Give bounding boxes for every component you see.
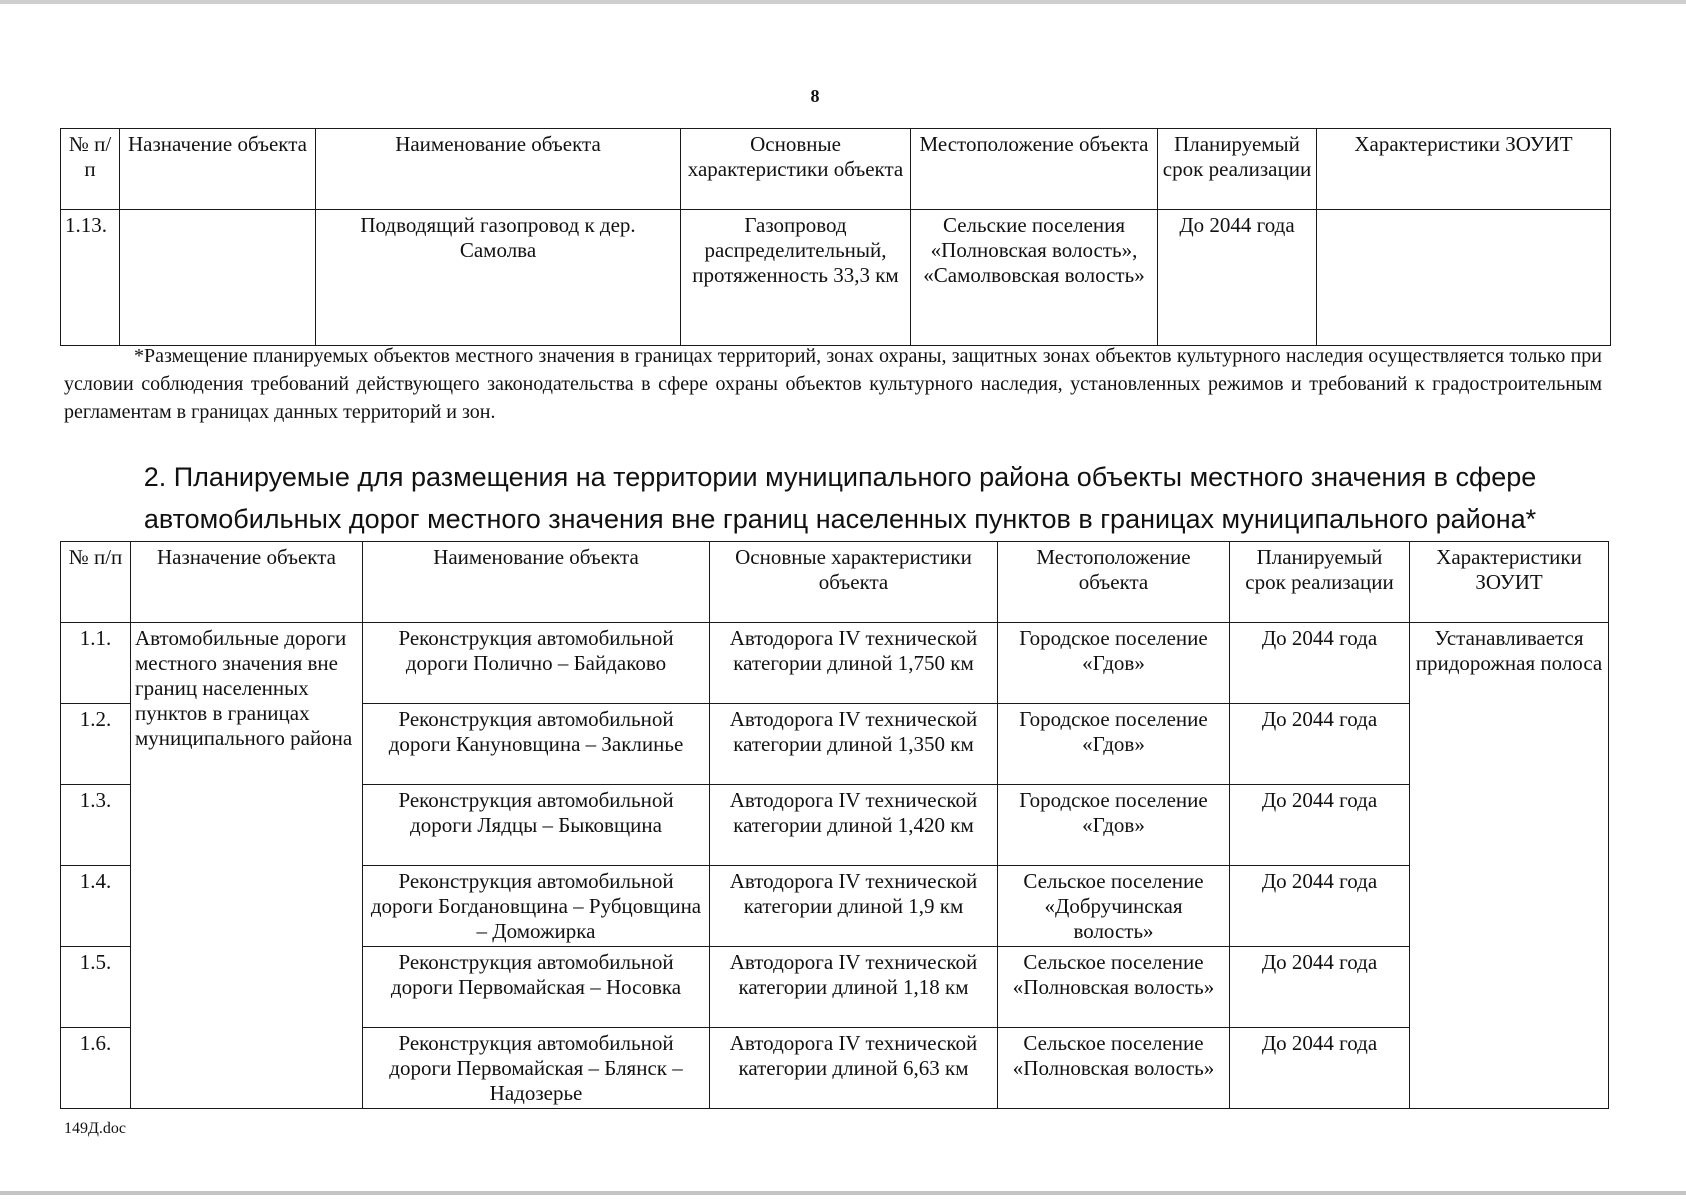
header-cell-number: № п/п <box>61 542 131 623</box>
section-title <box>60 456 1620 540</box>
cell-term: До 2044 года <box>1230 1028 1410 1109</box>
scan-top-edge <box>0 0 1686 4</box>
cell-name: Подводящий газопровод к дер. Самолва <box>316 210 681 346</box>
header-cell-characteristics: Основные характеристики объекта <box>710 542 998 623</box>
cell-zouit <box>1317 210 1611 346</box>
header-cell-name: Наименование объекта <box>363 542 710 623</box>
cell-term: До 2044 года <box>1230 704 1410 785</box>
cell-number: 1.2. <box>61 704 131 785</box>
scan-bottom-edge <box>0 1191 1686 1195</box>
cell-term: До 2044 года <box>1230 947 1410 1028</box>
table-header-row <box>61 129 1611 210</box>
cell-characteristics: Автодорога IV технической категории длиной 1,750 км <box>710 623 998 704</box>
cell-term: До 2044 года <box>1158 210 1317 346</box>
cell-purpose-merged: Автомобильные дороги местного значения вне границ населенных пунктов в границах муниципального района <box>131 623 363 1109</box>
section-title-line-2: автомобильных дорог местного значения вне границ населенных пунктов в границах муниципального района* <box>143 504 1537 534</box>
cell-number: 1.5. <box>61 947 131 1028</box>
cell-purpose <box>120 210 316 346</box>
cell-location: Сельские поселения «Полновская волость», «Самолвовская волость» <box>911 210 1158 346</box>
header-cell-characteristics: Основные характеристики объекта <box>681 129 911 210</box>
table-row <box>61 210 1611 346</box>
header-cell-purpose: Назначение объекта <box>131 542 363 623</box>
header-cell-zouit: Характеристики ЗОУИТ <box>1410 542 1609 623</box>
document-filename: 149Д.doc <box>64 1120 127 1137</box>
header-cell-name: Наименование объекта <box>316 129 681 210</box>
cell-name: Реконструкция автомобильной дороги Полично – Байдаково <box>363 623 710 704</box>
cell-term: До 2044 года <box>1230 623 1410 704</box>
roads-table <box>60 541 1609 1109</box>
cell-characteristics: Автодорога IV технической категории длиной 1,350 км <box>710 704 998 785</box>
cell-characteristics: Автодорога IV технической категории длиной 1,420 км <box>710 785 998 866</box>
header-cell-term: Планируемый срок реализации <box>1230 542 1410 623</box>
cell-location: Сельское поселение «Добручинская волость» <box>998 866 1230 947</box>
cell-number: 1.1. <box>61 623 131 704</box>
header-cell-location: Местоположение объекта <box>911 129 1158 210</box>
cell-number: 1.13. <box>61 210 120 346</box>
cell-characteristics: Газопровод распределительный, протяженность 33,3 км <box>681 210 911 346</box>
cell-characteristics: Автодорога IV технической категории длиной 6,63 км <box>710 1028 998 1109</box>
table-row <box>61 623 1609 704</box>
cell-characteristics: Автодорога IV технической категории длиной 1,18 км <box>710 947 998 1028</box>
header-cell-location: Местоположение объекта <box>998 542 1230 623</box>
cell-name: Реконструкция автомобильной дороги Первомайская – Носовка <box>363 947 710 1028</box>
header-cell-purpose: Назначение объекта <box>120 129 316 210</box>
cell-name: Реконструкция автомобильной дороги Лядцы – Быковщина <box>363 785 710 866</box>
cell-term: До 2044 года <box>1230 866 1410 947</box>
cell-number: 1.6. <box>61 1028 131 1109</box>
header-cell-term: Планируемый срок реализации <box>1158 129 1317 210</box>
header-cell-number: № п/п <box>61 129 120 210</box>
cell-name: Реконструкция автомобильной дороги Богдановщина – Рубцовщина – Доможирка <box>363 866 710 947</box>
cell-location: Городское поселение «Гдов» <box>998 785 1230 866</box>
heritage-footnote: *Размещение планируемых объектов местного значения в границах территорий, зонах охраны, защитных зонах объектов культурного наследия осуществляется только при условии соблюдения требований действующего законодательства в сфере охраны объектов культурного наследия, установленных режимов и требований к градостроительным регламентам в границах данных территорий и зон. <box>64 345 1602 423</box>
cell-name: Реконструкция автомобильной дороги Кануновщина – Заклинье <box>363 704 710 785</box>
cell-name: Реконструкция автомобильной дороги Первомайская – Блянск – Надозерье <box>363 1028 710 1109</box>
cell-characteristics: Автодорога IV технической категории длиной 1,9 км <box>710 866 998 947</box>
cell-location: Сельское поселение «Полновская волость» <box>998 947 1230 1028</box>
header-cell-zouit: Характеристики ЗОУИТ <box>1317 129 1611 210</box>
page-number: 8 <box>810 86 820 106</box>
cell-number: 1.3. <box>61 785 131 866</box>
cell-zouit-merged: Устанавливается придорожная полоса <box>1410 623 1609 1109</box>
section-title-line-1: 2. Планируемые для размещения на территории муниципального района объекты местного значения в сфере <box>143 462 1537 492</box>
cell-location: Городское поселение «Гдов» <box>998 623 1230 704</box>
table-header-row <box>61 542 1609 623</box>
table-continued <box>60 128 1611 346</box>
cell-location: Городское поселение «Гдов» <box>998 704 1230 785</box>
cell-term: До 2044 года <box>1230 785 1410 866</box>
cell-number: 1.4. <box>61 866 131 947</box>
cell-location: Сельское поселение «Полновская волость» <box>998 1028 1230 1109</box>
